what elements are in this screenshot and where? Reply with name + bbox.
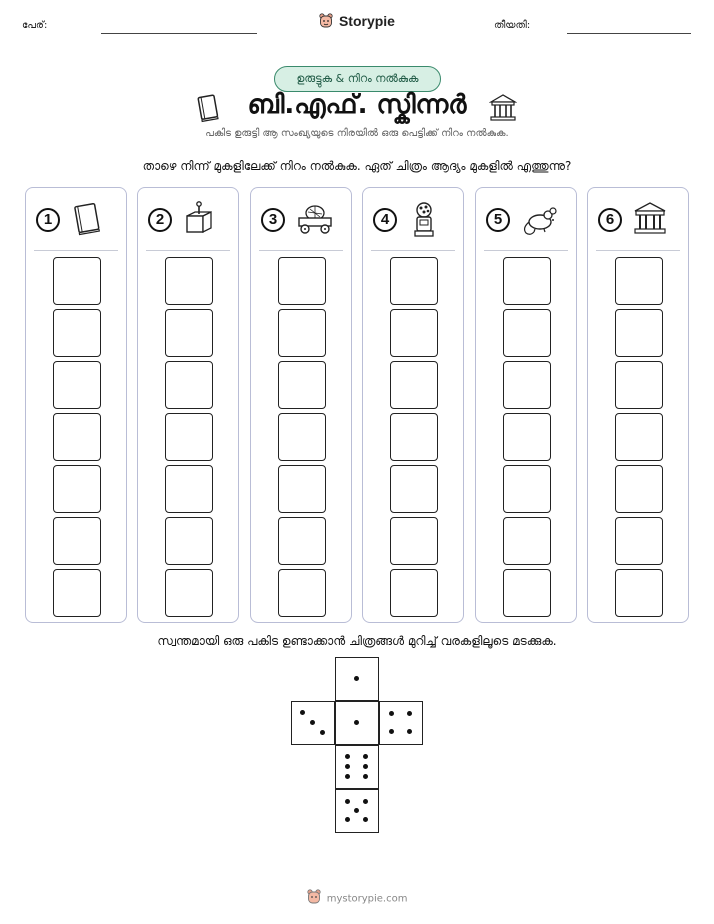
- die-face-1: [335, 701, 379, 745]
- color-box[interactable]: [390, 361, 438, 409]
- column-3: [250, 187, 352, 623]
- name-label: പേര്:: [22, 20, 48, 31]
- date-line[interactable]: [567, 33, 691, 34]
- name-line[interactable]: [101, 33, 257, 34]
- die-pip: [363, 764, 368, 769]
- color-box[interactable]: [53, 413, 101, 461]
- color-box[interactable]: [278, 517, 326, 565]
- die-pip: [363, 754, 368, 759]
- color-box[interactable]: [615, 309, 663, 357]
- color-box[interactable]: [390, 517, 438, 565]
- die-pip: [345, 774, 350, 779]
- column-6: [587, 187, 689, 623]
- lever-box-icon: [182, 200, 216, 242]
- color-box[interactable]: [503, 569, 551, 617]
- color-box[interactable]: [615, 569, 663, 617]
- die-pip: [345, 799, 350, 804]
- date-label: തീയതി:: [494, 20, 531, 31]
- color-box[interactable]: [165, 465, 213, 513]
- column-divider: [34, 250, 118, 251]
- color-box[interactable]: [503, 257, 551, 305]
- color-box[interactable]: [53, 517, 101, 565]
- coloring-instruction: താഴെ നിന്ന് മുകളിലേക്ക് നിറം നൽകുക. ഏത് ചിത്രം ആദ്യം മുകളിൽ എത്തുന്നു?: [142, 159, 572, 173]
- color-box[interactable]: [390, 413, 438, 461]
- book-icon: [70, 200, 104, 242]
- die-face-4: [379, 701, 423, 745]
- color-box[interactable]: [278, 413, 326, 461]
- column-number: 5: [486, 208, 510, 232]
- column-number: 3: [261, 208, 285, 232]
- brand-header: [0, 13, 714, 32]
- column-5: [475, 187, 577, 623]
- subtitle: പകിട ഉരുട്ടി ആ സംഖ്യയുടെ നിരയിൽ ഒരു പെട്ടിക്ക് നിറം നൽകുക.: [205, 128, 509, 139]
- gumball-machine-icon: [407, 200, 441, 244]
- footer-url[interactable]: mystorypie.com: [326, 893, 408, 905]
- die-pip: [407, 711, 412, 716]
- color-box[interactable]: [165, 361, 213, 409]
- color-box[interactable]: [615, 465, 663, 513]
- color-box[interactable]: [503, 413, 551, 461]
- color-box[interactable]: [53, 465, 101, 513]
- column-number: 4: [373, 208, 397, 232]
- die-pip: [354, 808, 359, 813]
- color-box[interactable]: [165, 257, 213, 305]
- die-pip: [354, 676, 359, 681]
- color-box[interactable]: [165, 309, 213, 357]
- column-divider: [484, 250, 568, 251]
- color-box[interactable]: [278, 569, 326, 617]
- footer: [0, 889, 714, 908]
- die-pip: [345, 817, 350, 822]
- page-title: ബി.എഫ്. സ്കിന്നർ: [247, 90, 467, 120]
- color-box[interactable]: [53, 257, 101, 305]
- die-pip: [345, 764, 350, 769]
- mouse-icon: [520, 200, 560, 242]
- building-icon: [489, 93, 517, 125]
- die-face-3: [291, 701, 335, 745]
- color-box[interactable]: [53, 309, 101, 357]
- storypie-logo-icon: [319, 13, 333, 32]
- die-pip: [363, 817, 368, 822]
- color-box[interactable]: [503, 465, 551, 513]
- color-box[interactable]: [390, 569, 438, 617]
- color-box[interactable]: [615, 517, 663, 565]
- column-number: 2: [148, 208, 172, 232]
- color-box[interactable]: [165, 517, 213, 565]
- column-1: [25, 187, 127, 623]
- color-box[interactable]: [390, 465, 438, 513]
- column-divider: [596, 250, 680, 251]
- die-pip: [389, 729, 394, 734]
- color-box[interactable]: [278, 309, 326, 357]
- color-box[interactable]: [390, 257, 438, 305]
- color-box[interactable]: [278, 361, 326, 409]
- die-pip: [310, 720, 315, 725]
- color-box[interactable]: [53, 361, 101, 409]
- activity-badge: ഉരുട്ടുക & നിറം നൽകുക: [274, 66, 441, 92]
- wagon-icon: [295, 200, 335, 242]
- color-box[interactable]: [615, 257, 663, 305]
- die-pip: [389, 711, 394, 716]
- column-divider: [146, 250, 230, 251]
- color-box[interactable]: [615, 413, 663, 461]
- die-pip: [354, 720, 359, 725]
- die-pip: [300, 710, 305, 715]
- die-face-1: [335, 657, 379, 701]
- column-divider: [371, 250, 455, 251]
- storypie-logo-icon: [307, 889, 321, 908]
- color-box[interactable]: [53, 569, 101, 617]
- color-box[interactable]: [503, 361, 551, 409]
- die-pip: [407, 729, 412, 734]
- color-box[interactable]: [278, 257, 326, 305]
- die-face-6: [335, 745, 379, 789]
- die-pip: [363, 799, 368, 804]
- column-divider: [259, 250, 343, 251]
- color-box[interactable]: [165, 413, 213, 461]
- column-number: 1: [36, 208, 60, 232]
- column-number: 6: [598, 208, 622, 232]
- building-icon: [632, 200, 668, 240]
- color-box[interactable]: [503, 309, 551, 357]
- column-2: [137, 187, 239, 623]
- color-box[interactable]: [165, 569, 213, 617]
- die-face-5: [335, 789, 379, 833]
- die-pip: [363, 774, 368, 779]
- color-box[interactable]: [390, 309, 438, 357]
- color-box[interactable]: [503, 517, 551, 565]
- column-4: [362, 187, 464, 623]
- die-pip: [320, 730, 325, 735]
- dice-instruction: സ്വന്തമായി ഒരു പകിട ഉണ്ടാക്കാൻ ചിത്രങ്ങൾ മുറിച്ച് വരകളിലൂടെ മടക്കുക.: [157, 634, 557, 648]
- brand-name: Storypie: [338, 13, 395, 30]
- color-box[interactable]: [615, 361, 663, 409]
- die-pip: [345, 754, 350, 759]
- color-box[interactable]: [278, 465, 326, 513]
